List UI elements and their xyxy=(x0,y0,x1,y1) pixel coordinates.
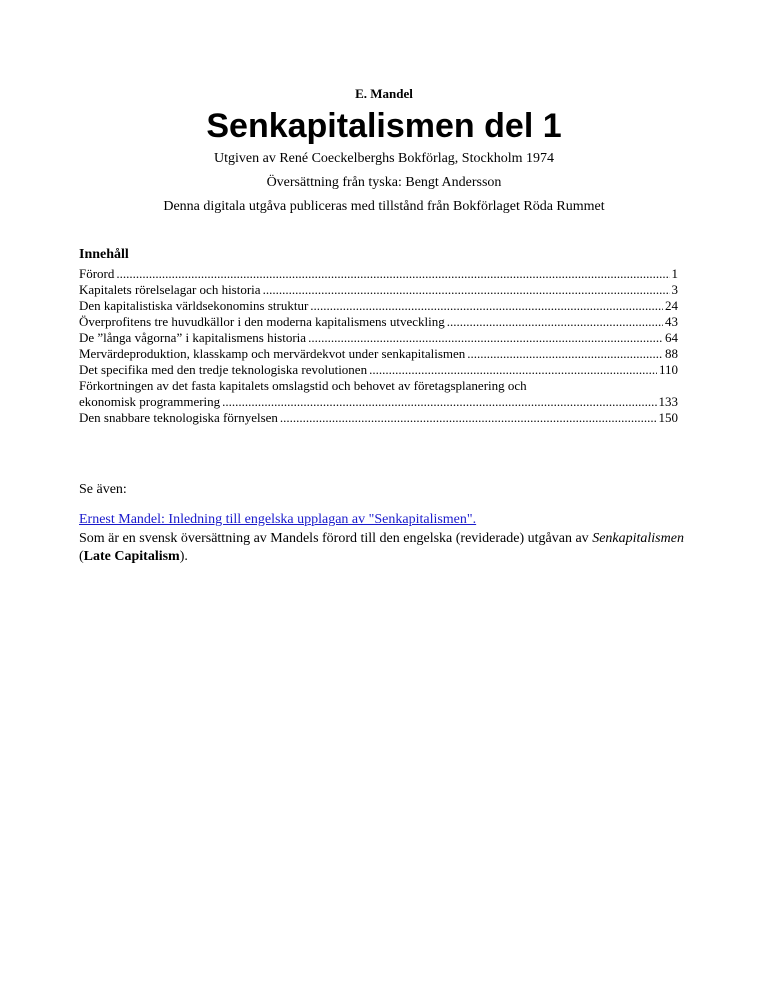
toc-leader-dots xyxy=(467,349,663,362)
toc-entry-page: 24 xyxy=(665,298,678,313)
introduction-link[interactable]: Ernest Mandel: Inledning till engelska upplagan av "Senkapitalismen". xyxy=(79,512,477,527)
toc-entry[interactable] xyxy=(79,298,678,314)
toc-entry-page: 64 xyxy=(665,330,678,345)
toc-leader-dots xyxy=(222,397,656,410)
toc-entry[interactable] xyxy=(79,346,678,362)
toc-entry-title: Kapitalets rörelselagar och historia xyxy=(79,282,261,297)
toc-entry-page: 1 xyxy=(671,266,678,281)
table-of-contents xyxy=(79,266,678,426)
toc-entry-title: Den snabbare teknologiska förnyelsen xyxy=(79,410,278,425)
toc-entry-title-line1: Förkortningen av det fasta kapitalets omslagstid och behovet av företagsplanering och xyxy=(79,378,527,393)
toc-leader-dots xyxy=(447,317,663,330)
toc-entry xyxy=(79,394,678,410)
toc-heading: Innehåll xyxy=(79,247,129,262)
toc-entry-page: 3 xyxy=(671,282,678,297)
document-title: Senkapitalismen del 1 xyxy=(206,107,562,145)
see-also-note: Som är en svensk översättning av Mandels förord till den engelska (reviderade) utgåvan av Senkapitalismen (Late Capitalism). xyxy=(79,531,684,564)
toc-entry[interactable] xyxy=(79,266,678,282)
translation-line: Översättning från tyska: Bengt Andersson xyxy=(266,175,502,190)
toc-entry[interactable] xyxy=(79,282,678,298)
toc-entry[interactable] xyxy=(79,314,678,330)
toc-entry-title: Den kapitalistiska världsekonomins struktur xyxy=(79,298,309,313)
toc-entry-page: 43 xyxy=(665,314,678,329)
toc-entry-title: Det specifika med den tredje teknologiska revolutionen xyxy=(79,362,368,377)
toc-leader-dots xyxy=(310,301,663,314)
see-also-label: Se även: xyxy=(79,482,127,497)
toc-leader-dots xyxy=(280,413,657,426)
toc-leader-dots xyxy=(263,285,670,298)
toc-entry-page: 88 xyxy=(665,346,678,361)
toc-entry-page: 133 xyxy=(658,394,678,409)
toc-entry-page: 110 xyxy=(658,362,678,377)
toc-leader-dots xyxy=(308,333,663,346)
permission-line: Denna digitala utgåva publiceras med tillstånd från Bokförlaget Röda Rummet xyxy=(163,199,605,214)
author-name: E. Mandel xyxy=(355,86,413,101)
book-title-italic: Senkapitalismen xyxy=(592,531,684,546)
toc-entry[interactable] xyxy=(79,410,678,426)
toc-leader-dots xyxy=(116,269,669,282)
toc-entry-wrapped[interactable] xyxy=(79,378,678,410)
toc-entry-title: Överprofitens tre huvudkällor i den moderna kapitalismens utveckling xyxy=(79,314,445,329)
english-title-bold: Late Capitalism xyxy=(83,549,180,564)
toc-entry-title: Förord xyxy=(79,266,115,281)
toc-entry[interactable] xyxy=(79,330,678,346)
publisher-line: Utgiven av René Coeckelberghs Bokförlag, Stockholm 1974 xyxy=(214,151,554,166)
toc-entry-title: ekonomisk programmering xyxy=(79,394,221,409)
toc-entry-page: 150 xyxy=(658,410,678,425)
toc-entry-title: De ”långa vågorna” i kapitalismens historia xyxy=(79,330,307,345)
toc-entry[interactable] xyxy=(79,362,678,378)
toc-entry-title: Mervärdeproduktion, klasskamp och mervärdekvot under senkapitalismen xyxy=(79,346,466,361)
toc-leader-dots xyxy=(369,365,657,378)
